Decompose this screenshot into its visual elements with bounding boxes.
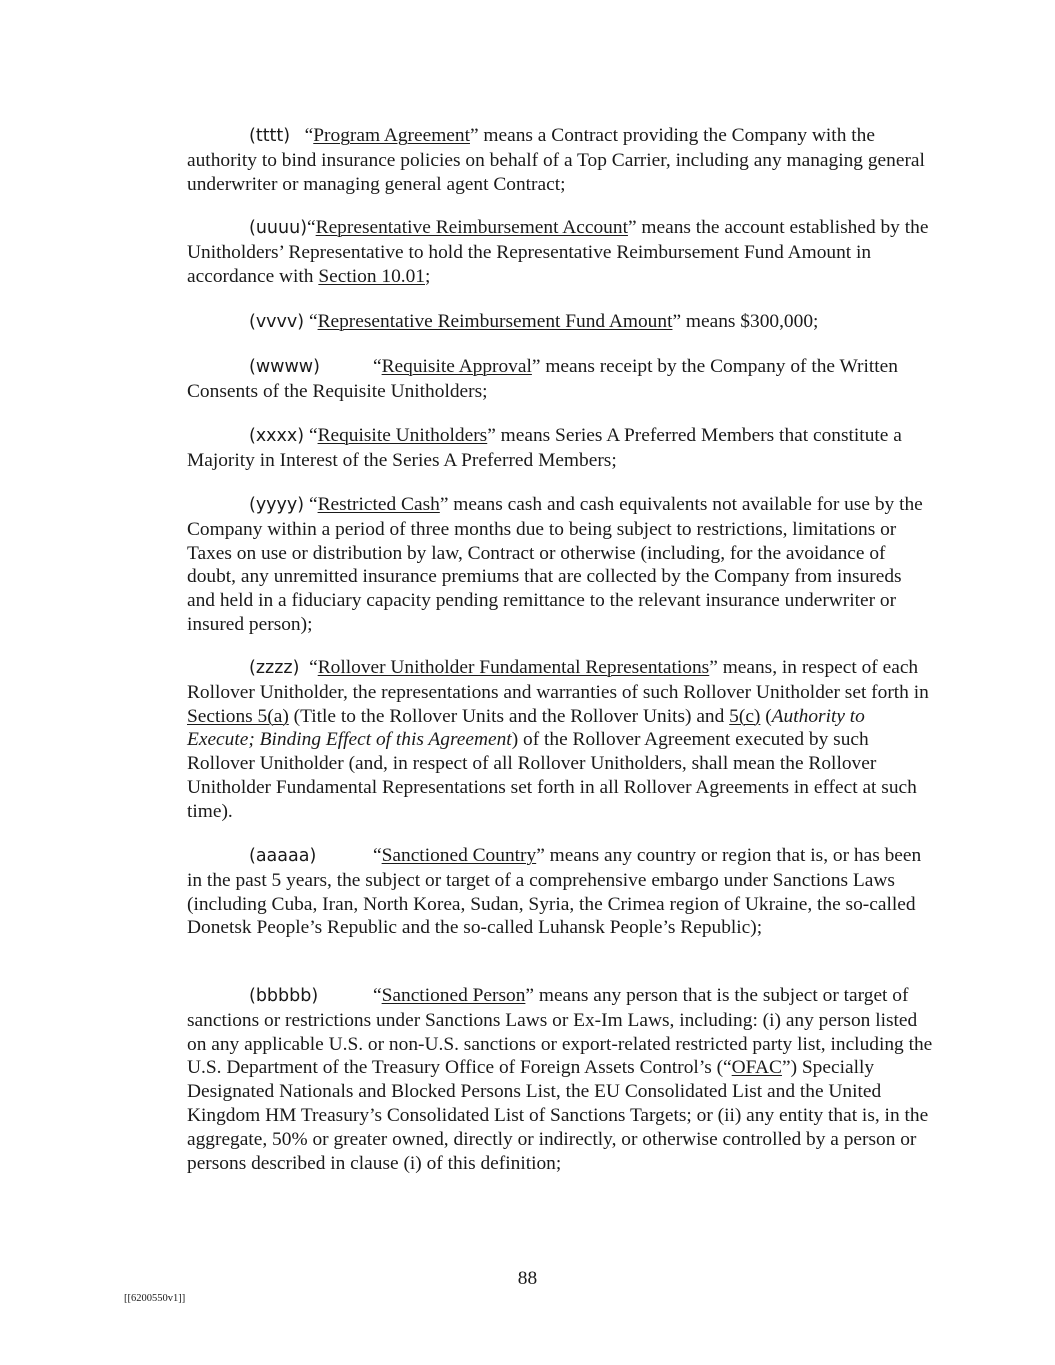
defined-term: Sanctioned Person (381, 985, 526, 1006)
definition-label: (tttt) (249, 126, 291, 146)
defined-term: Requisite Approval (381, 356, 532, 377)
definition-label: (wwww) (249, 357, 320, 377)
definition-requisite-approval: (wwww) “Requisite Approval” means receipt by the Company of the Written Consents of the Requisite Unitholders; (187, 356, 898, 402)
defined-term: Rollover Unitholder Fundamental Representations (317, 657, 710, 678)
definition-representative-reimbursement-fund-amount: (vvvv) “Representative Reimbursement Fund Amount” means $300,000; (249, 311, 819, 332)
defined-term-ofac: OFAC (731, 1057, 782, 1079)
defined-term: Representative Reimbursement Fund Amount (317, 311, 673, 332)
defined-term: Requisite Unitholders (317, 425, 488, 446)
definition-sanctioned-country: (aaaaa) “Sanctioned Country” means any country or region that is, or has been in the past 5 years, the subject or target of a comprehensive embargo under Sanctions Laws (including Cuba, Iran, North Korea, Sudan, Syria, the Crimea region of Ukraine, the so-called Donetsk People’s Republic and the so-called Luhansk People’s Republic); (187, 845, 922, 939)
definition-label: (xxxx) (249, 426, 305, 446)
defined-term: Sanctioned Country (381, 845, 537, 866)
section-reference: Section 10.01 (318, 265, 425, 287)
definition-label: (yyyy) (249, 495, 305, 515)
document-id: [[6200550v1]] (124, 1293, 186, 1304)
section-reference: Sections 5(a) (187, 705, 289, 727)
definition-label: (aaaaa) (249, 846, 317, 866)
definition-rollover-unitholder-fundamental-representations: (zzzz) “Rollover Unitholder Fundamental Representations” means, in respect of each Rollover Unitholder, the representations and warranties of such Rollover Unitholder set forth in Sections 5(a) (Title to the Rollover Units and the Rollover Units) and 5(c) (Authority to Execute; Binding Effect of this Agreement) of the Rollover Agreement executed by such Rollover Unitholder (and, in respect of all Rollover Unitholders, shall mean the Rollover Unitholder Fundamental Representations set forth in all Rollover Agreements in effect at such time). (187, 657, 929, 822)
definition-label: (uuuu) (249, 218, 308, 238)
definition-sanctioned-person: (bbbbb) “Sanctioned Person” means any person that is the subject or target of sanctions or restrictions under Sanctions Laws or Ex-Im Laws, including: (i) any person listed on any applicable U.S. or non-U.S. sanctions or export-related restricted party list, including the U.S. Department of the Treasury Office of Foreign Assets Control’s (“OFAC”) Specially Designated Nationals and Blocked Persons List, the EU Consolidated List and the United Kingdom HM Treasury’s Consolidated List of Sanctions Targets; or (ii) any entity that is, in the aggregate, 50% or greater owned, directly or indirectly, or otherwise controlled by a person or persons described in clause (i) of this definition; (187, 985, 933, 1174)
definition-requisite-unitholders: (xxxx) “Requisite Unitholders” means Series A Preferred Members that constitute a Majority in Interest of the Series A Preferred Members; (187, 425, 902, 471)
definition-label: (bbbbb) (249, 986, 319, 1006)
section-reference: 5(c) (729, 705, 761, 727)
section-title: Authority to Execute; Binding Effect of this Agreement (187, 705, 865, 751)
defined-term: Restricted Cash (317, 494, 440, 515)
definition-representative-reimbursement-account: (uuuu)“Representative Reimbursement Account” means the account established by the Unitholders’ Representative to hold the Representative Reimbursement Fund Amount in accordance with Section 10.01; (187, 217, 929, 287)
definition-program-agreement: (tttt) “Program Agreement” means a Contract providing the Company with the authority to bind insurance policies on behalf of a Top Carrier, including any managing general underwriter or managing general agent Contract; (187, 125, 925, 195)
definition-restricted-cash: (yyyy) “Restricted Cash” means cash and cash equivalents not available for use by the Company within a period of three months due to being subject to restrictions, limitations or Taxes on use or distribution by law, Contract or otherwise (including, for the avoidance of doubt, any unremitted insurance premiums that are collected by the Company from insureds and held in a fiduciary capacity pending remittance to the relevant insurance underwriter or insured person); (187, 494, 923, 635)
defined-term: Representative Reimbursement Account (315, 217, 628, 238)
definition-label: (zzzz) (249, 658, 300, 678)
definition-label: (vvvv) (249, 312, 305, 332)
defined-term: Program Agreement (313, 125, 470, 146)
page-number: 88 (517, 1268, 538, 1289)
